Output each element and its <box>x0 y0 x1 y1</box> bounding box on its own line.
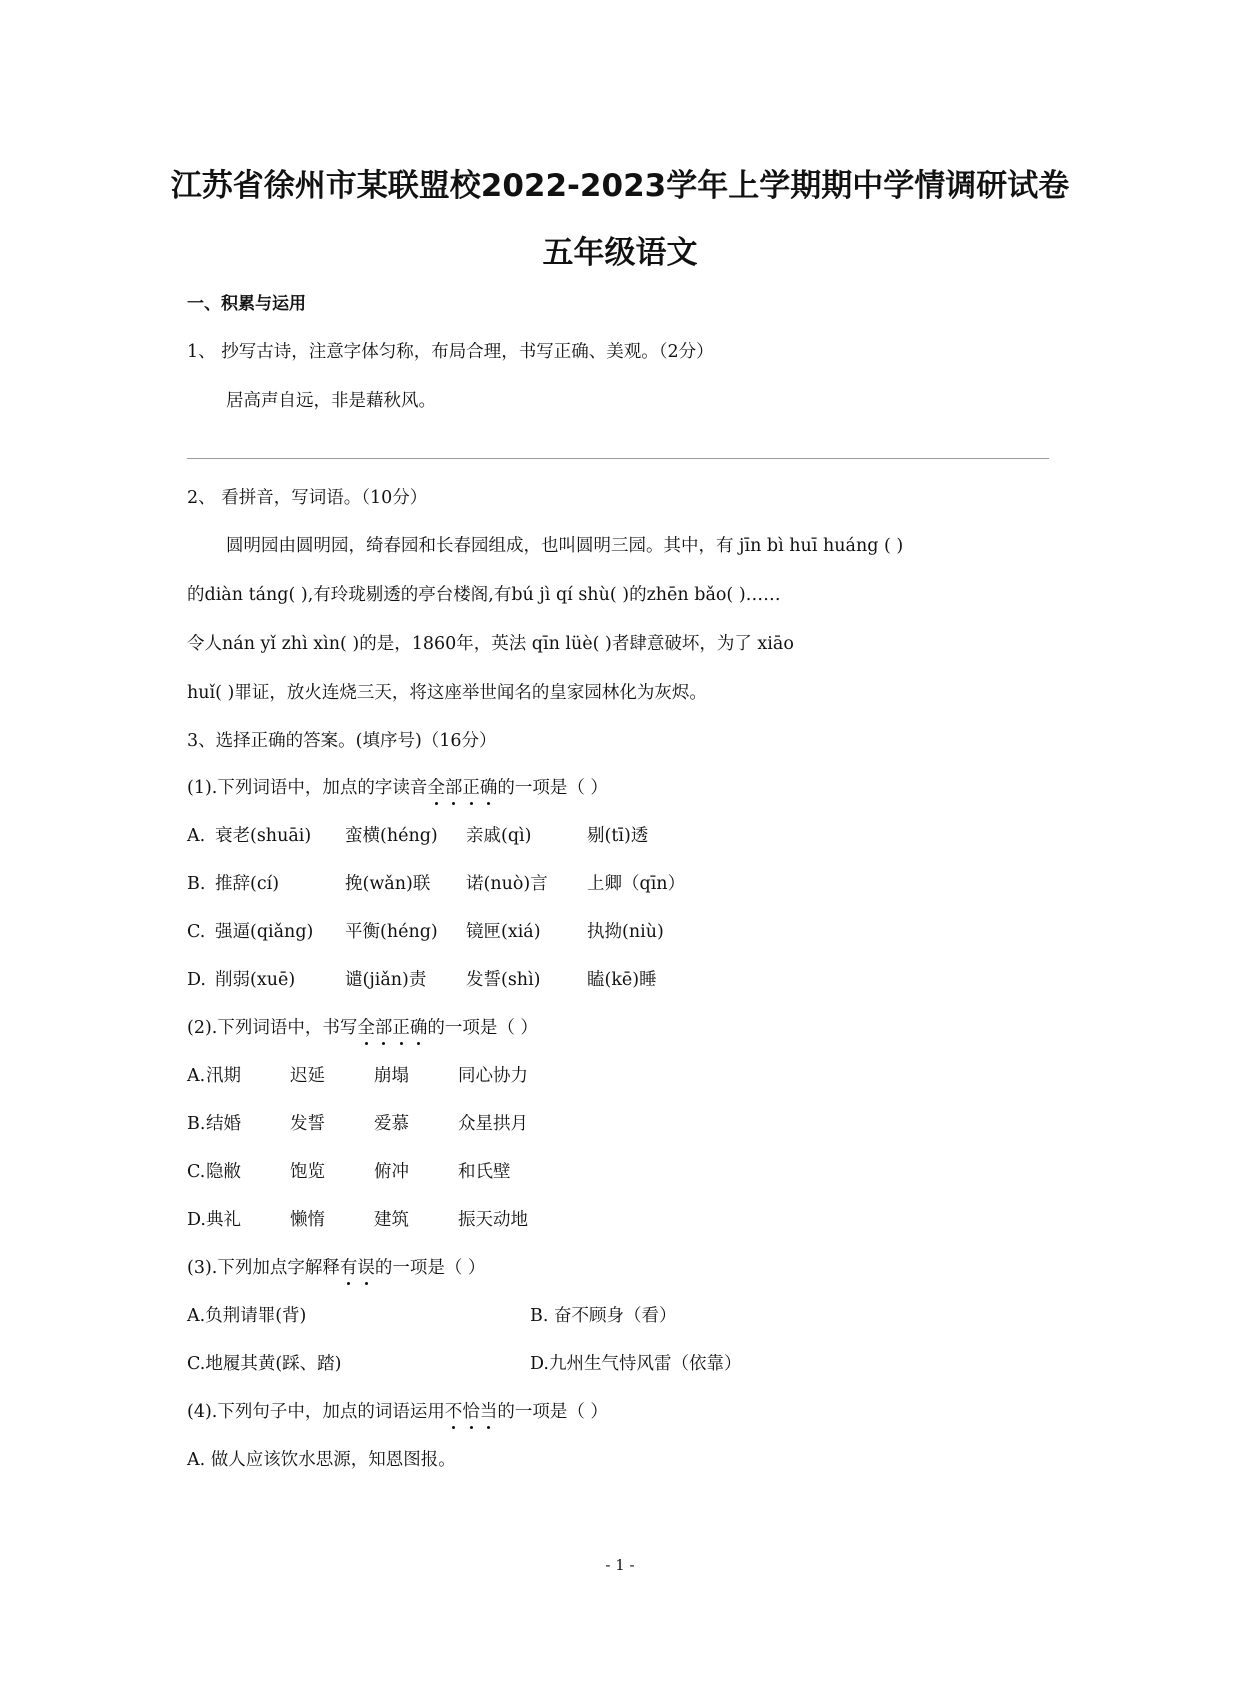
q3-sub4-option-a: A. 做人应该饮水思源，知恩图报。 <box>187 1450 456 1470</box>
option-label: C. <box>187 1162 206 1182</box>
option-item: 俯冲 <box>374 1162 409 1182</box>
option-label: D. <box>187 1210 206 1230</box>
option-item: 爱慕 <box>374 1114 409 1134</box>
emphasis-char: 有 <box>339 1258 358 1278</box>
q3-sub3-question <box>187 1256 485 1280</box>
option-item: 众星拱月 <box>458 1114 528 1134</box>
q3-sub4-post: 的一项是（ ） <box>497 1402 608 1422</box>
option-item: 建筑 <box>374 1210 409 1230</box>
q3-sub2-question <box>187 1016 538 1040</box>
exam-subtitle: 五年级语文 <box>542 235 698 271</box>
option-item: 强逼(qiǎng) <box>215 922 314 942</box>
q1-prompt: 1、 抄写古诗，注意字体匀称，布局合理，书写正确、美观。（2分） <box>187 342 714 362</box>
q3-prompt: 3、选择正确的答案。(填序号)（16分） <box>187 731 497 751</box>
q3-sub1-option-c <box>187 920 205 944</box>
emphasis-char: 正 <box>462 778 480 798</box>
q3-sub1-pre: (1).下列词语中，加点的字读音 <box>187 778 428 798</box>
q3-sub1-post: 的一项是（ ） <box>497 778 608 798</box>
option-label: A. <box>187 1066 206 1086</box>
option-item: 结婚 <box>206 1114 241 1134</box>
q3-sub3-option-d: D.九州生气恃风雷（依靠） <box>530 1354 742 1374</box>
option-item: 蛮横(héng) <box>345 826 438 846</box>
emphasis-char: 当 <box>479 1402 498 1422</box>
option-item: 崩塌 <box>374 1066 409 1086</box>
q2-line-3: 令人nán yǐ zhì xìn( )的是，1860年，英法 qīn lüè( )者肆意破坏，为了 xiāo <box>187 634 794 654</box>
q3-sub4-pre: (4).下列句子中，加点的词语运用 <box>187 1402 445 1422</box>
q3-sub3-emphasis <box>340 1258 375 1278</box>
q3-sub3-option-a: A.负荆请罪(背) <box>187 1306 307 1326</box>
option-item: 平衡(héng) <box>345 922 438 942</box>
emphasis-char: 正 <box>392 1018 410 1038</box>
emphasis-char: 不 <box>444 1402 463 1422</box>
option-item: 典礼 <box>206 1210 241 1230</box>
q3-sub2-post: 的一项是（ ） <box>427 1018 538 1038</box>
option-item: 挽(wǎn)联 <box>345 874 431 894</box>
option-item: 上卿（qīn） <box>587 874 686 894</box>
option-item: 振天动地 <box>458 1210 528 1230</box>
option-item: 谴(jiǎn)责 <box>345 970 427 990</box>
emphasis-char: 误 <box>357 1258 375 1278</box>
option-item: 迟延 <box>290 1066 325 1086</box>
option-item: 衰老(shuāi) <box>215 826 312 846</box>
q1-poem: 居高声自远，非是藉秋风。 <box>226 391 436 411</box>
emphasis-char: 确 <box>409 1018 428 1038</box>
option-item: 推辞(cí) <box>215 874 280 894</box>
option-item: 懒惰 <box>290 1210 325 1230</box>
q3-sub3-option-b: B. 奋不顾身（看） <box>530 1306 677 1326</box>
option-label: C. <box>187 922 206 942</box>
q3-sub1-option-a <box>187 824 205 848</box>
option-item: 亲戚(qì) <box>466 826 532 846</box>
option-label: A. <box>187 826 206 846</box>
q3-sub2-emphasis <box>357 1018 427 1038</box>
q3-sub4-emphasis <box>445 1402 498 1422</box>
page-number: - 1 - <box>605 1556 635 1574</box>
option-item: 发誓 <box>290 1114 325 1134</box>
q1-writing-line <box>187 458 1049 459</box>
emphasis-char: 部 <box>444 778 463 798</box>
option-item: 发誓(shì) <box>466 970 541 990</box>
q3-sub3-pre: (3).下列加点字解释 <box>187 1258 340 1278</box>
emphasis-char: 确 <box>479 778 498 798</box>
q3-sub2-pre: (2).下列词语中，书写 <box>187 1018 358 1038</box>
emphasis-char: 恰 <box>462 1402 480 1422</box>
option-item: 瞌(kē)睡 <box>587 970 657 990</box>
emphasis-char: 部 <box>374 1018 393 1038</box>
option-label: D. <box>187 970 206 990</box>
q3-sub1-option-d <box>187 968 206 992</box>
emphasis-char: 全 <box>427 778 445 798</box>
option-item: 剔(tī)透 <box>587 826 649 846</box>
option-label: B. <box>187 1114 206 1134</box>
option-item: 隐敝 <box>206 1162 241 1182</box>
option-item: 同心协力 <box>458 1066 528 1086</box>
section-heading: 一、积累与运用 <box>187 294 306 314</box>
option-item: 执拗(niù) <box>587 922 664 942</box>
q2-line-4: huǐ( )罪证，放火连烧三天，将这座举世闻名的皇家园林化为灰烬。 <box>187 683 707 703</box>
q2-line-2: 的diàn táng( ),有玲珑剔透的亭台楼阁,有bú jì qí shù( )的zhēn bǎo( )…… <box>187 585 781 605</box>
option-item: 镜匣(xiá) <box>466 922 541 942</box>
q3-sub4-question <box>187 1400 608 1424</box>
q3-sub3-option-c: C.地履其黄(踩、踏) <box>187 1354 342 1374</box>
option-item: 削弱(xuē) <box>215 970 296 990</box>
q3-sub1-emphasis <box>427 778 497 798</box>
q3-sub1-question <box>187 776 608 800</box>
option-item: 汛期 <box>206 1066 241 1086</box>
q2-line-1: 圆明园由圆明园，绮春园和长春园组成，也叫圆明三园。其中，有 jīn bì huī huáng ( ) <box>226 536 904 556</box>
option-item: 和氏壁 <box>458 1162 511 1182</box>
q3-sub1-option-b <box>187 872 205 896</box>
q3-sub3-post: 的一项是（ ） <box>374 1258 486 1278</box>
option-label: B. <box>187 874 206 894</box>
exam-title: 江苏省徐州市某联盟校2022-2023学年上学期期中学情调研试卷 <box>170 168 1070 204</box>
q2-prompt: 2、 看拼音，写词语。（10分） <box>187 488 428 508</box>
option-item: 诺(nuò)言 <box>466 874 548 894</box>
option-item: 饱览 <box>290 1162 325 1182</box>
emphasis-char: 全 <box>357 1018 375 1038</box>
